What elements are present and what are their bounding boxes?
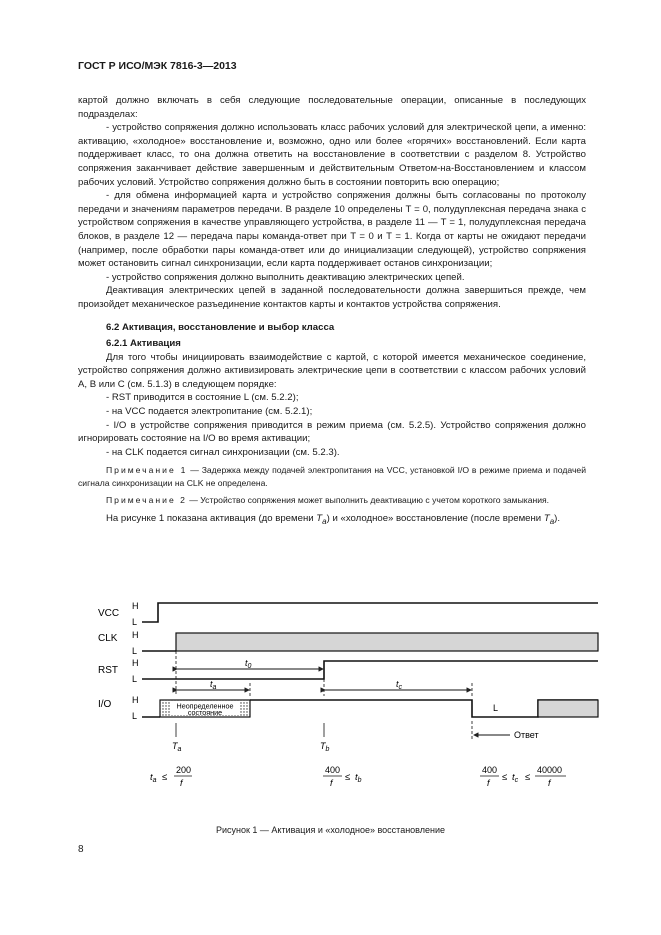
paragraph-5: Деактивация электрических цепей в заданной последовательности должна завершиться прежде, чем произойдет механическое разъединение контактов карты и контактов устройства сопряжения. (78, 285, 586, 310)
Tb-label: $T_b$ (320, 741, 330, 753)
clk-h-label: H (132, 630, 139, 640)
paragraph-4: - устройство сопряжения должно выполнить деактивацию электрических цепей. (106, 271, 465, 283)
paragraph-10: - на CLK подается сигнал синхронизации (см. 5.2.3). (106, 446, 340, 458)
svg-text:ta: $t_a$ (150, 772, 157, 784)
io-low-label: L (493, 703, 499, 713)
figure-ref-Ta2-sub: a (549, 516, 555, 526)
rst-h-label: H (132, 658, 139, 668)
svg-text:f: f (487, 778, 490, 788)
paragraph-7: - RST приводится в состояние L (см. 5.2.2); (106, 392, 299, 404)
svg-text:200: 200 (176, 765, 192, 775)
figure-ref-Ta2: T (543, 512, 550, 524)
paragraph-6: Для того чтобы инициировать взаимодействие с картой, с которой имеется механическое соединение, устройство сопряжения должно активизировать электрические цепи в соответствии с классом рабочих условий A, B или C (см. 5.1.3) в следующем порядке: (78, 351, 586, 390)
body-text (78, 94, 586, 528)
svg-text:tb: $t_b$ (355, 772, 362, 784)
document-header: ГОСТ Р ИСО/МЭК 7816-3—2013 (78, 60, 237, 72)
section-heading-6-2: 6.2 Активация, восстановление и выбор класса (106, 321, 335, 333)
svg-text:≤: ≤ (525, 772, 531, 783)
svg-text:400: 400 (482, 765, 498, 775)
formula-tc (480, 765, 566, 788)
note-2 (78, 494, 586, 507)
rst-waveform (142, 661, 598, 679)
timing-diagram (78, 585, 618, 825)
clk-active-region (176, 633, 598, 651)
paragraph-3: - для обмена информацией карта и устройство сопряжения должны быть согласованы по протоколу передачи и значениям параметров передачи. В разделе 10 определены T = 0, полудуплексная передача знака с устройством сопряжения в качестве управляющего устройства, в разделе 11 — T = 1, полудуплексная передача блоков, в разделе 12 — передача пары команда-ответ при T = 0 и T = 1. Когда от карты не ожидают передачи (например, после обработки пары команда-ответ или до инициализации следующей), устройство сопряжения может остановить сигнал синхронизации, если карта поддерживает останов синхронизации; (78, 190, 586, 270)
note-1 (78, 464, 586, 489)
svg-text:≤: ≤ (162, 772, 168, 783)
figure-caption: Рисунок 1 — Активация и «холодное» восстановление (215, 825, 446, 835)
vcc-waveform (142, 603, 598, 622)
svg-text:f: f (548, 778, 551, 788)
signal-label-io: I/O (98, 699, 112, 710)
figure-ref-Ta-sub: a (322, 516, 327, 526)
clk-l-label: L (132, 646, 138, 656)
vcc-l-label: L (132, 617, 138, 627)
page-number: 8 (78, 844, 84, 855)
signal-label-rst: RST (98, 665, 118, 676)
svg-text:40000: 40000 (537, 765, 563, 775)
ta-label: $t_a$ (210, 679, 217, 691)
figure-ref-part-2: ) и «холодное» восстановление (после времени (326, 512, 544, 524)
note-2-text: — Устройство сопряжения может выполнить деактивацию с учетом короткого замыкания. (186, 495, 550, 506)
signal-label-clk: CLK (98, 633, 118, 644)
svg-text:≤: ≤ (502, 772, 508, 783)
undefined-state-line-2: состояние (187, 708, 223, 717)
formula-ta (150, 765, 192, 788)
paragraph-1: картой должно включать в себя следующие последовательные операции, описанные в последующих подразделах: (78, 95, 586, 120)
note-1-label: Примечание 1 (106, 465, 188, 476)
svg-text:400: 400 (325, 765, 341, 775)
figure-ref-part-1: На рисунке 1 показана активация (до времени (106, 512, 317, 524)
figure-reference (78, 512, 586, 529)
tc-label: $t_c$ (396, 679, 403, 691)
paragraph-9: - I/O в устройстве сопряжения приводится в режим приема (см. 5.2.5). Устройство сопряжения должно игнорировать состояние на I/O во время активации; (78, 419, 586, 445)
note-1-text: — Задержка между подачей электропитания на VCC, установкой I/O в режиме приема и подачей сигнала синхронизации на CLK не определена. (78, 465, 586, 488)
svg-text:f: f (330, 778, 333, 788)
io-h-label: H (132, 695, 139, 705)
undefined-state-line-1: Неопределенное (176, 701, 234, 711)
svg-text:≤: ≤ (345, 772, 351, 783)
io-answer-region (538, 700, 598, 717)
figure-ref-part-3: ). (554, 512, 561, 524)
svg-text:f: f (180, 778, 183, 788)
section-heading-6-2-1: 6.2.1 Активация (106, 338, 181, 350)
paragraph-2: - устройство сопряжения должно использовать класс рабочих условий для электрической цепи, а именно: активацию, «холодное» восстановление и, возможно, одно или более «горячих» восстановлений. Если карта поддерживает класс, то она должна ответить на восстановление в соответствии с разделом 8. Устройство сопряжения заканчивает действие завершенным и действительным Ответом-на-Восстановлением и классом рабочих условий. Устройство сопряжения должно быть в состоянии повторить всю операцию; (78, 122, 586, 188)
figure-ref-Ta: T (316, 512, 323, 524)
svg-text:tc: $t_c$ (512, 772, 519, 784)
io-l-label: L (132, 711, 138, 721)
paragraph-8: - на VCC подается электропитание (см. 5.2.1); (106, 406, 313, 418)
Ta-label: $T_a$ (172, 741, 182, 753)
vcc-h-label: H (132, 601, 139, 611)
formula-tb (323, 765, 362, 788)
signal-label-vcc: VCC (98, 608, 120, 619)
t0-label: $t_0$ (245, 658, 252, 670)
rst-l-label: L (132, 674, 138, 684)
note-2-label: Примечание 2 (106, 495, 187, 506)
timing-diagram-svg (78, 585, 618, 825)
answer-label: Ответ (514, 730, 539, 740)
